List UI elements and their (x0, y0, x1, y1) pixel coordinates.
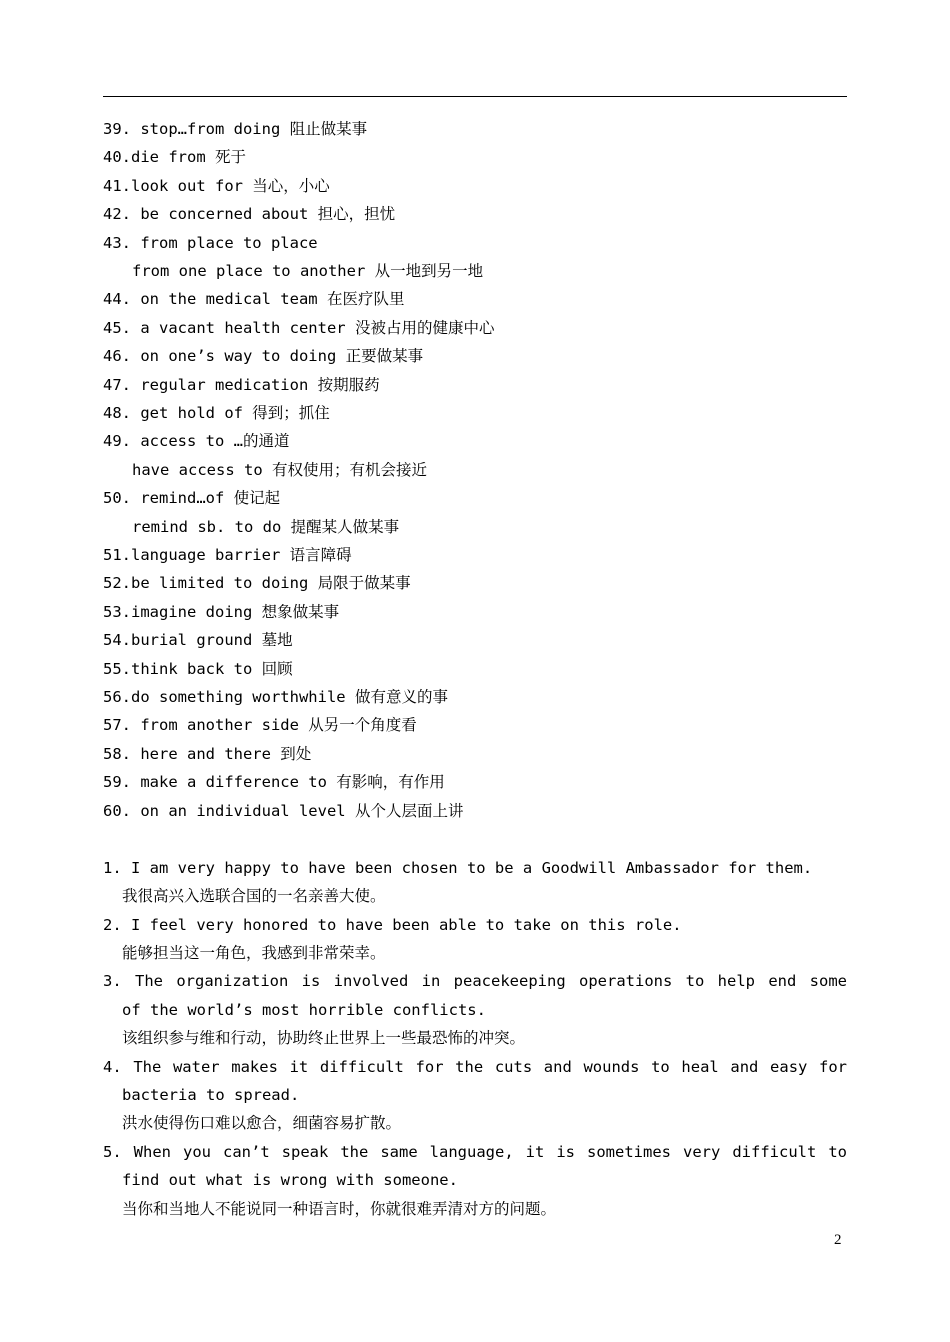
phrase-item: 51.language barrier 语言障碍 (103, 546, 352, 564)
phrase-item: 46. on one’s way to doing 正要做某事 (103, 347, 424, 365)
sentence-item: 3. The organization is involved in peacekeeping operations to help end some (103, 972, 847, 990)
phrase-item: 48. get hold of 得到；抓住 (103, 404, 330, 422)
phrase-item: 52.be limited to doing 局限于做某事 (103, 574, 411, 592)
phrase-item: 60. on an individual level 从个人层面上讲 (103, 802, 464, 820)
phrase-item: 41.look out for 当心，小心 (103, 177, 330, 195)
phrase-item: 57. from another side 从另一个角度看 (103, 716, 417, 734)
page-number: 2 (834, 1232, 842, 1248)
sentence-item: 1. I am very happy to have been chosen to be a Goodwill Ambassador for them. (103, 859, 813, 877)
sentence-line: find out what is wrong with someone. (122, 1171, 458, 1189)
phrase-item: 58. here and there 到处 (103, 745, 312, 763)
phrase-subitem: have access to 有权使用；有机会接近 (132, 461, 427, 479)
sentence-line: 该组织参与维和行动，协助终止世界上一些最恐怖的冲突。 (122, 1029, 526, 1047)
phrase-item: 40.die from 死于 (103, 148, 246, 166)
phrase-item: 44. on the medical team 在医疗队里 (103, 290, 405, 308)
sentence-item: 5. When you can’t speak the same language, it is sometimes very difficult to (103, 1143, 847, 1161)
phrase-item: 50. remind…of 使记起 (103, 489, 281, 507)
sentence-line: 我很高兴入选联合国的一名亲善大使。 (122, 887, 386, 905)
phrase-item: 53.imagine doing 想象做某事 (103, 603, 340, 621)
phrase-item: 59. make a difference to 有影响，有作用 (103, 773, 445, 791)
header-rule (103, 96, 847, 97)
sentence-item: 2. I feel very honored to have been able to take on this role. (103, 916, 682, 934)
sentence-line: 能够担当这一角色，我感到非常荣幸。 (122, 944, 386, 962)
phrase-subitem: remind sb. to do 提醒某人做某事 (132, 518, 400, 536)
phrase-item: 54.burial ground 墓地 (103, 631, 293, 649)
phrase-item: 45. a vacant health center 没被占用的健康中心 (103, 319, 495, 337)
phrase-item: 43. from place to place (103, 234, 318, 252)
phrase-subitem: from one place to another 从一地到另一地 (132, 262, 484, 280)
phrase-item: 55.think back to 回顾 (103, 660, 293, 678)
phrase-item: 39. stop…from doing 阻止做某事 (103, 120, 368, 138)
phrase-item: 42. be concerned about 担心，担忧 (103, 205, 396, 223)
phrase-item: 47. regular medication 按期服药 (103, 376, 380, 394)
sentence-line: of the world’s most horrible conflicts. (122, 1001, 486, 1019)
sentence-line: 当你和当地人不能说同一种语言时，你就很难弄清对方的问题。 (122, 1200, 557, 1218)
phrase-item: 56.do something worthwhile 做有意义的事 (103, 688, 448, 706)
sentence-line: bacteria to spread. (122, 1086, 300, 1104)
sentence-item: 4. The water makes it difficult for the cuts and wounds to heal and easy for (103, 1058, 847, 1076)
sentence-line: 洪水使得伤口难以愈合，细菌容易扩散。 (122, 1114, 402, 1132)
phrase-item: 49. access to …的通道 (103, 432, 290, 450)
